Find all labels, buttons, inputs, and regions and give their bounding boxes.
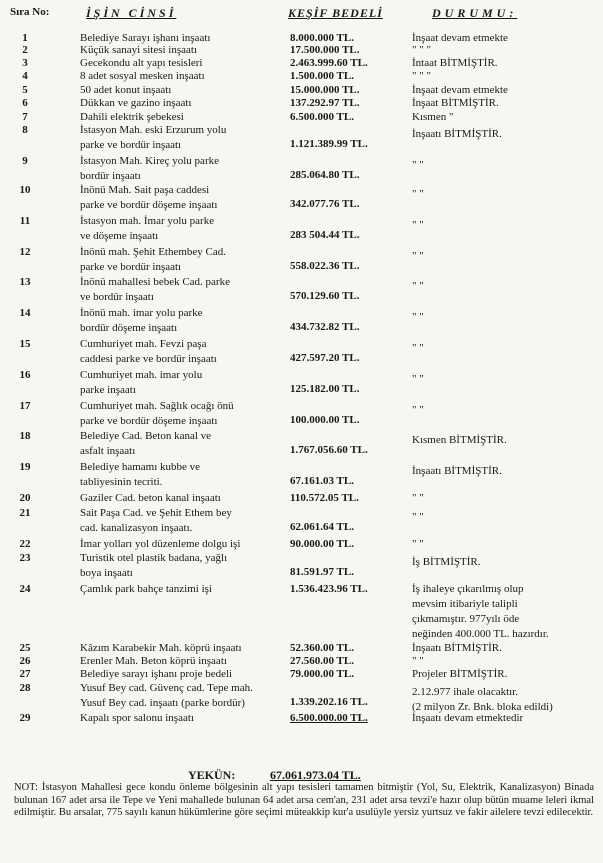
row-number: 10: [19, 184, 31, 196]
status-line: " ": [412, 280, 424, 292]
row-work-name: [80, 338, 280, 368]
row-cost: 283 504.44 TL.: [290, 229, 360, 241]
work-name-line: parke ve bordür döşeme inşaatı: [80, 199, 218, 211]
status-line: Kısmen BİTMİŞTİR.: [412, 434, 507, 446]
work-name-line: asfalt inşaatı: [80, 445, 136, 457]
work-name-line: Gaziler Cad. beton kanal inşaatı: [80, 492, 221, 504]
status-line: İnşaat devam etmekte: [412, 32, 508, 44]
row-number: 19: [19, 461, 31, 473]
row-cost: 79.000.00 TL.: [290, 668, 354, 680]
work-name-line: parke ve bordür döşeme inşaatı: [80, 415, 218, 427]
row-status: [412, 583, 602, 643]
row-work-name: [80, 215, 280, 245]
status-line: " ": [412, 373, 424, 385]
status-line: İnşaat devam etmekte: [412, 84, 508, 96]
row-number: 7: [22, 111, 28, 123]
status-line: İnşaatı BİTMİŞTİR.: [412, 642, 502, 654]
row-number: 12: [19, 246, 31, 258]
row-work-name: [80, 430, 280, 460]
status-line: Kısmen ": [412, 111, 454, 123]
work-name-line: 50 adet konut inşaatı: [80, 84, 172, 96]
row-number: 14: [19, 307, 31, 319]
row-cost: 570.129.60 TL.: [290, 290, 360, 302]
row-work-name: [80, 32, 280, 44]
row-number: 5: [22, 84, 28, 96]
work-name-line: Yusuf Bey cad. Güvenç cad. Tepe mah.: [80, 682, 253, 694]
row-status: [412, 342, 602, 354]
row-status: [412, 465, 602, 477]
work-name-line: Cumhuriyet mah. imar yolu: [80, 369, 203, 381]
row-status: [412, 280, 602, 292]
row-status: [412, 668, 602, 680]
row-cost: 90.000.00 TL.: [290, 538, 354, 550]
work-name-line: Erenler Mah. Beton köprü inşaatı: [80, 655, 227, 667]
status-line: çıkmamıştır. 977yılı öde: [412, 613, 520, 625]
header-status: DURUMU:: [432, 6, 518, 20]
work-name-line: Sait Paşa Cad. ve Şehit Ethem bey: [80, 507, 232, 519]
row-number: 20: [19, 492, 31, 504]
work-name-line: Kapalı spor salonu inşaatı: [80, 712, 194, 724]
row-status: [412, 492, 602, 504]
row-status: [412, 556, 602, 568]
row-work-name: [80, 124, 280, 154]
row-number: 3: [22, 57, 28, 69]
row-cost: 67.161.03 TL.: [290, 475, 354, 487]
row-cost: 1.767.056.60 TL.: [290, 444, 368, 456]
row-work-name: [80, 44, 280, 56]
row-number: 23: [19, 552, 31, 564]
row-status: [412, 84, 602, 96]
row-number: 15: [19, 338, 31, 350]
row-cost: 342.077.76 TL.: [290, 198, 360, 210]
row-work-name: [80, 111, 280, 123]
status-line: " ": [412, 492, 424, 504]
row-work-name: [80, 400, 280, 430]
work-name-line: Belediye Cad. Beton kanal ve: [80, 430, 212, 442]
status-line: " " ": [412, 44, 431, 56]
work-name-line: cad. kanalizasyon inşaatı.: [80, 522, 193, 534]
row-work-name: [80, 155, 280, 185]
row-status: [412, 111, 602, 123]
work-name-line: Gecekondu alt yapı tesisleri: [80, 57, 203, 69]
work-name-line: caddesi parke ve bordür inşaatı: [80, 353, 217, 365]
work-name-line: parke inşaatı: [80, 384, 136, 396]
work-name-line: bordür inşaatı: [80, 170, 141, 182]
status-line: İnşaatı BİTMİŞTİR.: [412, 465, 502, 477]
work-name-line: bordür döşeme inşaatı: [80, 322, 178, 334]
row-number: 24: [19, 583, 31, 595]
status-line: " ": [412, 250, 424, 262]
row-number: 8: [22, 124, 28, 136]
row-cost: 1.500.000 TL.: [290, 70, 354, 82]
work-name-line: Turistik otel plastik badana, yağlı: [80, 552, 228, 564]
work-name-line: parke ve bordür inşaatı: [80, 261, 182, 273]
row-number: 11: [19, 215, 31, 227]
row-status: [412, 70, 602, 82]
row-work-name: [80, 461, 280, 491]
row-status: [412, 434, 602, 446]
work-name-line: Yusuf Bey cad. inşaatı (parke bordür): [80, 697, 245, 709]
row-work-name: [80, 307, 280, 337]
row-cost: 62.061.64 TL.: [290, 521, 354, 533]
row-status: [412, 511, 602, 523]
work-name-line: Küçük sanayi sitesi inşaatı: [80, 44, 198, 56]
work-name-line: İnönü Mah. Sait paşa caddesi: [80, 184, 210, 196]
row-number: 17: [19, 400, 31, 412]
header-cost: KEŞİF BEDELİ: [288, 6, 383, 20]
status-line: " ": [412, 538, 424, 550]
status-line: " ": [412, 655, 424, 667]
row-number: 22: [19, 538, 31, 550]
row-work-name: [80, 369, 280, 399]
row-number: 28: [19, 682, 31, 694]
row-number: 21: [19, 507, 31, 519]
row-number: 25: [19, 642, 31, 654]
row-status: [412, 97, 602, 109]
row-number: 13: [19, 276, 31, 288]
row-work-name: [80, 97, 280, 109]
row-work-name: [80, 538, 280, 550]
status-line: " ": [412, 404, 424, 416]
row-cost: 6.500.000 TL.: [290, 111, 354, 123]
row-work-name: [80, 492, 280, 504]
row-cost: 110.572.05 TL.: [290, 492, 359, 504]
row-cost: 52.360.00 TL.: [290, 642, 354, 654]
work-name-line: İstasyon mah. İmar yolu parke: [80, 215, 215, 227]
row-work-name: [80, 642, 280, 654]
status-line: " ": [412, 159, 424, 171]
row-cost: 27.560.00 TL.: [290, 655, 354, 667]
status-line: " ": [412, 342, 424, 354]
row-work-name: [80, 682, 280, 712]
row-work-name: [80, 712, 280, 724]
status-line: İnşaat BİTMİŞTİR.: [412, 97, 499, 109]
row-cost: 1.121.389.99 TL.: [290, 138, 368, 150]
row-status: [412, 128, 602, 140]
status-line: " ": [412, 311, 424, 323]
work-name-line: Kâzım Karabekir Mah. köprü inşaatı: [80, 642, 242, 654]
row-status: [412, 57, 602, 69]
row-work-name: [80, 276, 280, 306]
status-line: " ": [412, 219, 424, 231]
status-line: neğinden 400.000 TL. hazırdır.: [412, 628, 549, 640]
status-line: " ": [412, 511, 424, 523]
work-name-line: ve döşeme inşaatı: [80, 230, 159, 242]
row-cost: 2.463.999.60 TL.: [290, 57, 368, 69]
row-cost: 100.000.00 TL.: [290, 414, 360, 426]
row-number: 1: [22, 32, 28, 44]
row-number: 27: [19, 668, 31, 680]
row-cost: 6.500.000.00 TL.: [290, 712, 368, 724]
row-number: 4: [22, 70, 28, 82]
header-work: İŞİN CİNSİ: [86, 6, 177, 20]
row-number: 18: [19, 430, 31, 442]
work-name-line: İmar yolları yol düzenleme dolgu işi: [80, 538, 241, 550]
status-line: İş BİTMİŞTİR.: [412, 556, 481, 568]
row-work-name: [80, 507, 280, 537]
work-name-line: tabliyesinin tecriti.: [80, 476, 163, 488]
status-line: 2.12.977 ihale olacaktır.: [412, 686, 518, 698]
work-name-line: İnönü mah. Şehit Ethembey Cad.: [80, 246, 227, 258]
row-status: [412, 44, 602, 56]
row-work-name: [80, 70, 280, 82]
status-line: İntaat BİTMİŞTİR.: [412, 57, 498, 69]
row-status: [412, 642, 602, 654]
row-status: [412, 538, 602, 550]
work-name-line: parke ve bordür inşaatı: [80, 139, 182, 151]
work-name-line: İnönü mah. imar yolu parke: [80, 307, 203, 319]
row-status: [412, 219, 602, 231]
header-no: Sıra No:: [10, 6, 50, 18]
status-line: İnşaatı BİTMİŞTİR.: [412, 128, 502, 140]
work-name-line: Belediye hamamı kubbe ve: [80, 461, 201, 473]
row-number: 9: [22, 155, 28, 167]
row-status: [412, 188, 602, 200]
work-name-line: Cumhuriyet mah. Fevzi paşa: [80, 338, 207, 350]
row-status: [412, 311, 602, 323]
row-number: 29: [19, 712, 31, 724]
work-name-line: boya inşaatı: [80, 567, 133, 579]
row-cost: 1.536.423.96 TL.: [290, 583, 368, 595]
row-cost: 434.732.82 TL.: [290, 321, 360, 333]
work-name-line: İstasyon Mah. Kireç yolu parke: [80, 155, 219, 167]
work-name-line: Belediye sarayı işhanı proje bedeli: [80, 668, 233, 680]
row-cost: 558.022.36 TL.: [290, 260, 360, 272]
work-name-line: 8 adet sosyal mesken inşaatı: [80, 70, 205, 82]
work-name-line: İstasyon Mah. eski Erzurum yolu: [80, 124, 227, 136]
row-cost: 81.591.97 TL.: [290, 566, 354, 578]
row-status: [412, 404, 602, 416]
status-line: Projeler BİTMİŞTİR.: [412, 668, 508, 680]
row-number: 16: [19, 369, 31, 381]
table-header: [0, 6, 603, 30]
row-number: 6: [22, 97, 28, 109]
status-line: İnşaatı devam etmektedir: [412, 712, 524, 724]
row-cost: 137.292.97 TL.: [290, 97, 360, 109]
row-work-name: [80, 668, 280, 680]
row-work-name: [80, 184, 280, 214]
row-work-name: [80, 246, 280, 276]
status-line: (2 milyon Zr. Bnk. bloka edildi): [412, 701, 553, 713]
work-name-line: Dükkan ve gazino inşaatı: [80, 97, 192, 109]
row-work-name: [80, 84, 280, 96]
row-status: [412, 250, 602, 262]
work-name-line: Çamlık park bahçe tanzimi işi: [80, 583, 212, 595]
row-status: [412, 373, 602, 385]
row-number: 2: [22, 44, 28, 56]
status-line: mevsim itibariyle talipli: [412, 598, 518, 610]
row-number: 26: [19, 655, 31, 667]
row-cost: 125.182.00 TL.: [290, 383, 360, 395]
total-label: YEKÜN:: [188, 768, 236, 782]
row-cost: 427.597.20 TL.: [290, 352, 360, 364]
row-cost: 17.500.000 TL.: [290, 44, 360, 56]
row-work-name: [80, 552, 280, 582]
row-status: [412, 655, 602, 667]
status-line: " " ": [412, 70, 431, 82]
work-name-line: Belediye Sarayı işhanı inşaatı: [80, 32, 211, 44]
status-line: " ": [412, 188, 424, 200]
work-name-line: ve bordür inşaatı: [80, 291, 154, 303]
row-cost: 285.064.80 TL.: [290, 169, 360, 181]
total-value: 67.061.973.04 TL.: [270, 768, 361, 782]
work-name-line: Cumhuriyet mah. Sağlık ocağı önü: [80, 400, 234, 412]
row-work-name: [80, 655, 280, 667]
row-status: [412, 32, 602, 44]
row-work-name: [80, 583, 280, 595]
row-cost: 1.339.202.16 TL.: [290, 696, 368, 708]
row-cost: 15.000.000 TL.: [290, 84, 360, 96]
row-work-name: [80, 57, 280, 69]
work-name-line: Dahili elektrik şebekesi: [80, 111, 184, 123]
status-line: İş ihaleye çıkarılmış olup: [412, 583, 524, 595]
work-name-line: İnönü mahallesi bebek Cad. parke: [80, 276, 230, 288]
row-cost: 8.000.000 TL.: [290, 32, 354, 44]
row-status: [412, 712, 602, 724]
footnote: NOT: İstasyon Mahallesi gece kondu önleme bölgesinin alt yapı tesisleri tamamen bitmiştir (Yol, Su, Elektrik, Kanalizasyon) Binada bulunan 167 adet arsa ile Tepe ve Yeni mahallede bulunan 64 adet arsa cem'an, 231 adet arsa tevzi'e hazır olup bütün muame leleri ikmal edilmiştir. Bu arsalar, 775 sayılı kanun hükümlerine göre seçimi müteakkip kur'a usulüyle yersiz yurtsuz ve fakir ailelere tevzi edilecektir.: [14, 782, 594, 818]
row-status: [412, 159, 602, 171]
